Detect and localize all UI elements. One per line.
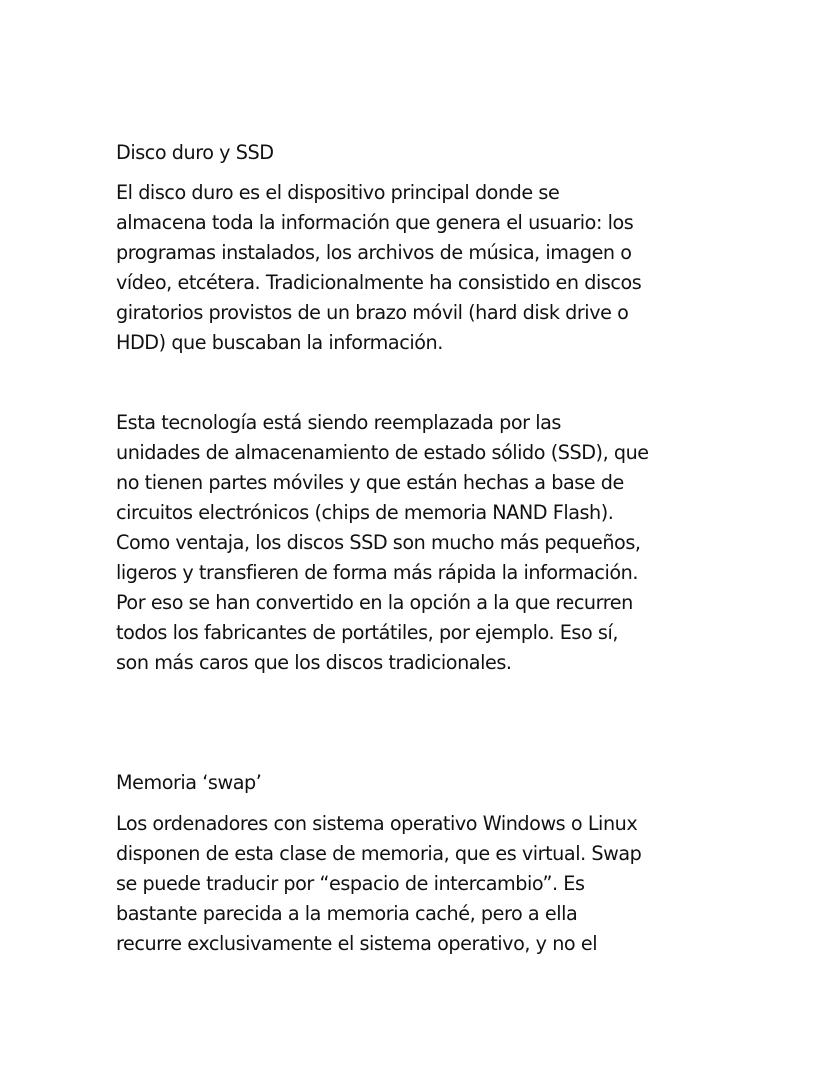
text-line: Esta tecnología está siendo reemplazada por las: [116, 411, 561, 434]
text-line: Como ventaja, los discos SSD son mucho más pequeños,: [116, 531, 641, 554]
text-line: bastante parecida a la memoria caché, pero a ella: [116, 902, 578, 925]
text-line: recurre exclusivamente el sistema operativo, y no el: [116, 932, 598, 955]
text-line: Los ordenadores con sistema operativo Windows o Linux: [116, 812, 638, 835]
text-line: HDD) que buscaban la información.: [116, 331, 443, 354]
text-line: Por eso se han convertido en la opción a la que recurren: [116, 591, 633, 614]
text-line: no tienen partes móviles y que están hechas a base de: [116, 471, 624, 494]
text-line: vídeo, etcétera. Tradicionalmente ha consistido en discos: [116, 271, 642, 294]
text-line: son más caros que los discos tradicionales.: [116, 651, 512, 674]
text-line: programas instalados, los archivos de música, imagen o: [116, 241, 632, 264]
text-line: se puede traducir por “espacio de intercambio”. Es: [116, 872, 585, 895]
text-line: circuitos electrónicos (chips de memoria NAND Flash).: [116, 501, 614, 524]
text-line: disponen de esta clase de memoria, que es virtual. Swap: [116, 842, 642, 865]
text-line: El disco duro es el dispositivo principal donde se: [116, 181, 560, 204]
paragraph-memoria-swap: [116, 809, 716, 959]
text-line: unidades de almacenamiento de estado sólido (SSD), que: [116, 441, 649, 464]
section-heading-memoria-swap: Memoria ‘swap’: [116, 771, 262, 794]
text-line: giratorios provistos de un brazo móvil (hard disk drive o: [116, 301, 629, 324]
text-line: todos los fabricantes de portátiles, por ejemplo. Eso sí,: [116, 621, 618, 644]
section-heading-disco-duro: Disco duro y SSD: [116, 141, 274, 164]
text-line: ligeros y transfieren de forma más rápida la información.: [116, 561, 638, 584]
paragraph-disco-duro: [116, 178, 716, 358]
paragraph-ssd: [116, 408, 716, 678]
text-line: almacena toda la información que genera el usuario: los: [116, 211, 634, 234]
